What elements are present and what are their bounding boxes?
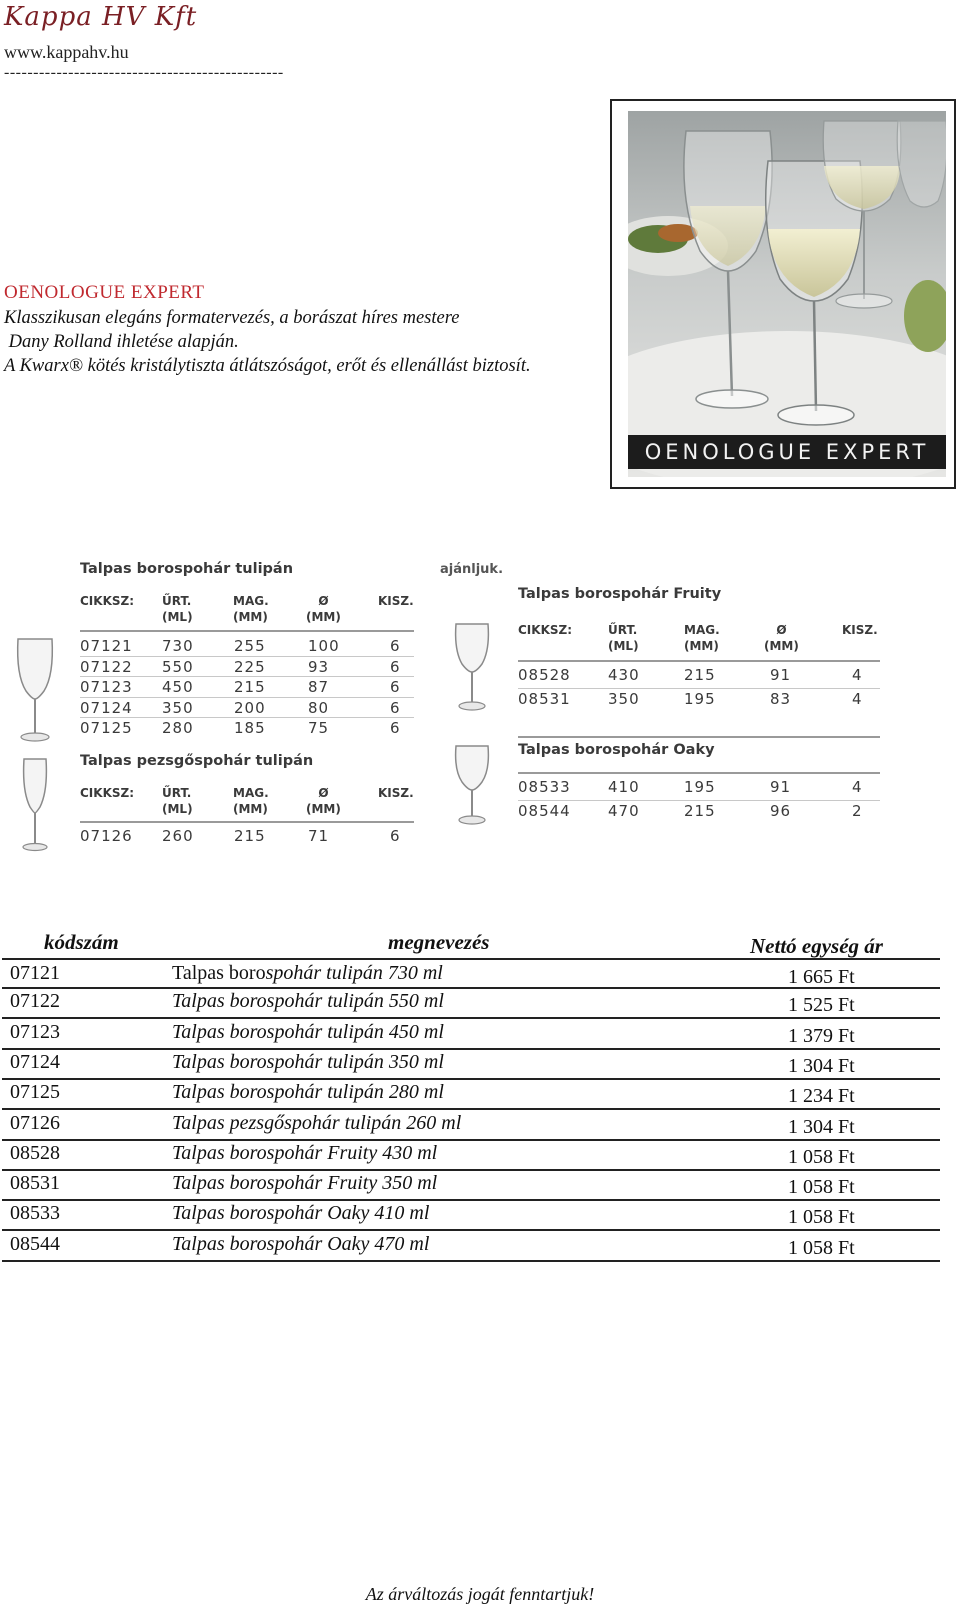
spec-cell: 91 xyxy=(770,778,792,796)
product-name: Talpas borospohár Oaky 410 ml xyxy=(172,1202,430,1225)
product-code: 07121 xyxy=(10,962,60,984)
intro-line: Klasszikusan elegáns formatervezés, a borászat híres mestere xyxy=(4,308,460,328)
product-price: 1 304 Ft xyxy=(788,1115,855,1138)
spec-row xyxy=(518,778,880,802)
spec-cell: 71 xyxy=(308,827,330,845)
product-code: 07124 xyxy=(10,1050,60,1073)
spec-cell: 08544 xyxy=(518,802,571,820)
spec-row xyxy=(518,666,880,690)
spec-row xyxy=(80,699,414,720)
product-code: 07122 xyxy=(10,990,60,1013)
spec-header-diameter: Ø (MM) xyxy=(764,623,799,653)
spec-cell: 96 xyxy=(770,802,792,820)
spec-sheet-fruity-oaky xyxy=(440,580,900,860)
footer-note: Az árváltozás jogát fenntartjuk! xyxy=(365,1584,595,1604)
price-table-row xyxy=(2,1110,940,1141)
wine-glass-icon xyxy=(452,742,492,828)
price-table-header-name: megnevezés xyxy=(388,930,490,954)
wine-glasses-illustration xyxy=(628,111,946,477)
spec-title-oaky: Talpas borospohár Oaky xyxy=(518,742,715,758)
product-name: Talpas borospohár Fruity 430 ml xyxy=(172,1141,438,1164)
champagne-glass-icon xyxy=(18,755,52,855)
spec-title-tulipan: Talpas borospohár tulipán xyxy=(80,561,294,577)
spec-header-cikksz: CIKKSZ: xyxy=(80,594,135,608)
product-name: Talpas borospohár tulipán 730 ml xyxy=(172,962,443,984)
price-table-row xyxy=(2,958,940,989)
price-table-row xyxy=(2,1049,940,1080)
product-price: 1 058 Ft xyxy=(788,1176,855,1199)
spec-header-cikksz: CIKKSZ: xyxy=(80,786,135,800)
spec-cell: 350 xyxy=(608,690,640,708)
price-table-header-code: kódszám xyxy=(44,930,119,954)
spec-cell: 730 xyxy=(162,637,194,655)
spec-cell: 08528 xyxy=(518,666,571,684)
spec-cell: 215 xyxy=(684,666,716,684)
spec-header-diameter: Ø (MM) xyxy=(306,786,341,816)
spec-cell: 4 xyxy=(852,778,863,796)
spec-cell: 75 xyxy=(308,719,330,737)
spec-row xyxy=(518,802,880,826)
spec-cell: 07123 xyxy=(80,678,133,696)
spec-cell: 195 xyxy=(684,778,716,796)
spec-header-urt: ŰRT. (ML) xyxy=(162,786,193,816)
spec-row-divider xyxy=(80,717,414,718)
product-code: 08544 xyxy=(10,1232,60,1255)
spec-row xyxy=(80,658,414,679)
spec-cell: 2 xyxy=(852,802,863,820)
spec-cell: 195 xyxy=(684,690,716,708)
spec-cell: 80 xyxy=(308,698,330,717)
spec-cell: 255 xyxy=(234,637,266,655)
spec-row xyxy=(80,637,414,658)
product-name: Talpas borospohár tulipán 280 ml xyxy=(172,1081,444,1104)
product-price: 1 379 Ft xyxy=(788,1024,855,1047)
spec-row xyxy=(80,719,414,740)
product-code: 08531 xyxy=(10,1172,60,1195)
product-name: Talpas borospohár tulipán 550 ml xyxy=(172,990,444,1013)
price-table-row xyxy=(2,1231,940,1262)
product-line-title: OENOLOGUE EXPERT xyxy=(4,282,205,303)
spec-row-divider xyxy=(80,656,414,657)
spec-cell: 4 xyxy=(852,690,863,708)
company-logo: Kappa HV Kft xyxy=(4,2,198,32)
spec-cell: 6 xyxy=(390,719,401,737)
spec-row-divider xyxy=(518,688,880,689)
spec-cell: 07121 xyxy=(80,637,133,655)
spec-header-mag: MAG. (MM) xyxy=(233,786,269,816)
product-name: Talpas borospohár Fruity 350 ml xyxy=(172,1172,438,1195)
price-table-row xyxy=(2,1019,940,1050)
spec-cell: 470 xyxy=(608,802,640,820)
spec-cell: 350 xyxy=(162,698,194,717)
product-price: 1 058 Ft xyxy=(788,1145,855,1168)
spec-divider xyxy=(518,660,880,662)
spec-cell: 08533 xyxy=(518,778,571,796)
spec-divider xyxy=(518,736,880,738)
intro-line: Dany Rolland ihletése alapján. xyxy=(4,332,239,352)
spec-title-pezsgo: Talpas pezsgőspohár tulipán xyxy=(80,753,314,769)
spec-divider xyxy=(80,821,414,823)
spec-cell: 6 xyxy=(390,678,401,696)
spec-cell: 6 xyxy=(390,827,401,845)
spec-header-urt: ŰRT. (ML) xyxy=(162,594,193,624)
price-table-header-price: Nettó egység ár xyxy=(750,934,883,958)
header-separator: ------------------------------------------------ xyxy=(4,64,284,81)
spec-cell: 07124 xyxy=(80,698,133,717)
price-table-row xyxy=(2,1140,940,1171)
product-price: 1 665 Ft xyxy=(788,966,855,988)
spec-cell: 07126 xyxy=(80,827,133,845)
website-url[interactable]: www.kappahv.hu xyxy=(4,42,129,62)
spec-cell: 4 xyxy=(852,666,863,684)
spec-cell: 215 xyxy=(684,802,716,820)
spec-cell: 08531 xyxy=(518,690,571,708)
recommend-note: ajánljuk. xyxy=(440,562,504,577)
price-table-row xyxy=(2,988,940,1019)
spec-cell: 215 xyxy=(234,678,266,696)
spec-cell: 200 xyxy=(234,698,266,717)
spec-cell: 260 xyxy=(162,827,194,845)
spec-row xyxy=(80,678,414,699)
price-table-row xyxy=(2,1079,940,1110)
spec-cell: 550 xyxy=(162,657,194,676)
spec-cell: 07122 xyxy=(80,657,133,676)
price-table-row xyxy=(2,1170,940,1201)
photo-image xyxy=(628,111,946,477)
spec-header-diameter: Ø (MM) xyxy=(306,594,341,624)
spec-cell: 93 xyxy=(308,657,330,676)
product-name: Talpas pezsgőspohár tulipán 260 ml xyxy=(172,1111,462,1134)
product-price: 1 234 Ft xyxy=(788,1085,855,1108)
product-code: 08528 xyxy=(10,1141,60,1164)
spec-sheet-tulipan xyxy=(0,555,440,855)
intro-line: A Kwarx® kötés kristálytiszta átlátszóságot, erőt és ellenállást biztosít. xyxy=(4,356,531,376)
product-name: Talpas borospohár tulipán 450 ml xyxy=(172,1020,444,1043)
spec-cell: 215 xyxy=(234,827,266,845)
spec-row-divider xyxy=(518,800,880,801)
product-code: 07123 xyxy=(10,1020,60,1043)
product-name: Talpas borospohár Oaky 470 ml xyxy=(172,1232,430,1255)
spec-cell: 83 xyxy=(770,690,792,708)
spec-title-fruity: Talpas borospohár Fruity xyxy=(518,586,722,602)
spec-cell: 100 xyxy=(308,637,340,655)
spec-cell: 430 xyxy=(608,666,640,684)
wine-glass-icon xyxy=(14,635,56,745)
spec-cell: 91 xyxy=(770,666,792,684)
spec-row xyxy=(518,690,880,714)
spec-row-divider xyxy=(80,676,414,677)
wine-glass-icon xyxy=(452,620,492,714)
product-name: Talpas borospohár tulipán 350 ml xyxy=(172,1050,444,1073)
spec-header-urt: ŰRT. (ML) xyxy=(608,623,639,653)
spec-row-divider xyxy=(80,697,414,698)
spec-header-mag: MAG. (MM) xyxy=(233,594,269,624)
spec-cell: 6 xyxy=(390,698,401,717)
spec-header-cikksz: CIKKSZ: xyxy=(518,623,573,637)
spec-header-kisz: KISZ. xyxy=(842,623,878,637)
spec-cell: 450 xyxy=(162,678,194,696)
spec-header-kisz: KISZ. xyxy=(378,786,414,800)
price-table-row xyxy=(2,1200,940,1231)
spec-header-mag: MAG. (MM) xyxy=(684,623,720,653)
intro-description xyxy=(4,306,531,378)
spec-cell: 07125 xyxy=(80,719,133,737)
product-photo xyxy=(610,99,956,489)
spec-row xyxy=(80,827,414,848)
spec-cell: 280 xyxy=(162,719,194,737)
spec-cell: 87 xyxy=(308,678,330,696)
product-price: 1 058 Ft xyxy=(788,1206,855,1229)
product-price: 1 058 Ft xyxy=(788,1236,855,1259)
product-code: 08533 xyxy=(10,1202,60,1225)
spec-cell: 410 xyxy=(608,778,640,796)
product-price: 1 525 Ft xyxy=(788,994,855,1017)
spec-cell: 185 xyxy=(234,719,266,737)
spec-cell: 225 xyxy=(234,657,266,676)
product-code: 07126 xyxy=(10,1111,60,1134)
spec-divider xyxy=(80,630,414,632)
spec-divider xyxy=(518,772,880,774)
photo-caption: OENOLOGUE EXPERT xyxy=(628,435,946,469)
product-code: 07125 xyxy=(10,1081,60,1104)
product-price: 1 304 Ft xyxy=(788,1054,855,1077)
spec-cell: 6 xyxy=(390,637,401,655)
spec-header-kisz: KISZ. xyxy=(378,594,414,608)
spec-cell: 6 xyxy=(390,657,401,676)
